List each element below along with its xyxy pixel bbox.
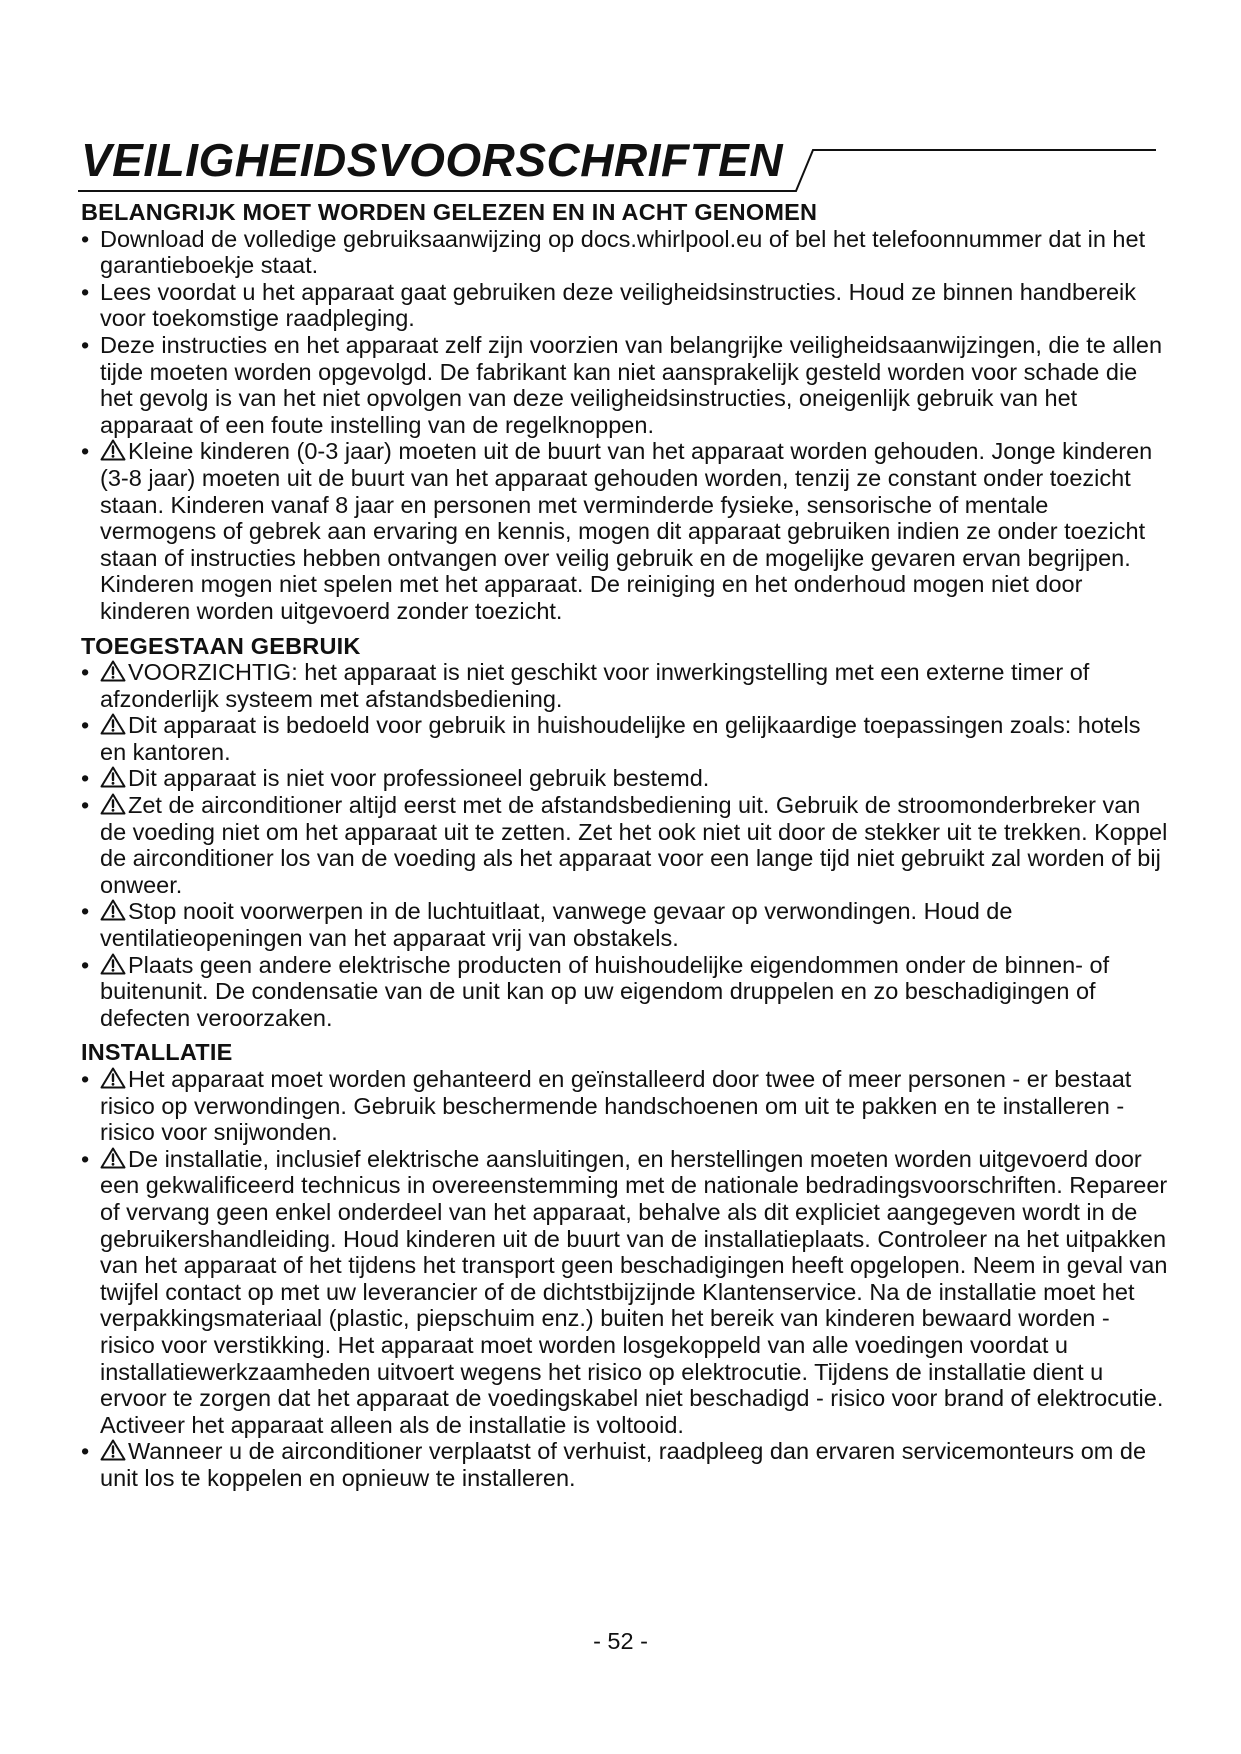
list-item	[81, 792, 1171, 898]
item-text: Kleine kinderen (0-3 jaar) moeten uit de buurt van het apparaat worden gehouden. Jonge kinderen (3-8 jaar) moeten uit de buurt van het apparaat gehouden worden, tenzij ze constant onder toezicht staan. Kinderen vanaf 8 jaar en personen met verminderde fysieke, sensorische of mentale vermogens of gebrek aan ervaring en kennis, mogen dit apparaat gebruiken indien ze onder toezicht staan of instructies hebben ontvangen over veilig gebruik en de mogelijke gevaren ervan begrijpen. Kinderen mogen niet spelen met het apparaat. De reiniging en het onderhoud mogen niet door kinderen worden uitgevoerd zonder toezicht.	[100, 438, 1153, 624]
list-item	[81, 712, 1171, 765]
bullet-icon: •	[81, 278, 90, 305]
item-text: Download de volledige gebruiksaanwijzing op docs.whirlpool.eu of bel het telefoonnummer dat in het garantieboekje staat.	[100, 225, 1146, 279]
title-underline-rule	[78, 138, 1158, 194]
bullet-icon: •	[81, 1145, 90, 1172]
warning-triangle-icon	[100, 660, 126, 682]
list-item	[81, 659, 1171, 712]
list-item	[81, 898, 1171, 951]
warning-triangle-icon	[100, 1067, 126, 1089]
bullet-icon: •	[81, 712, 90, 739]
item-text: Zet de airconditioner altijd eerst met de afstandsbediening uit. Gebruik de stroomonderbreker van de voeding niet om het apparaat uit te zetten. Zet het ook niet uit door de stekker uit te trekken. Koppel de airconditioner los van de voeding als het apparaat voor een lange tijd niet gebruikt zal worden of bij onweer.	[100, 792, 1168, 898]
list-item	[81, 1066, 1171, 1146]
warning-triangle-icon	[100, 1147, 126, 1169]
page-number: - 52 -	[593, 1628, 648, 1654]
list-item	[81, 952, 1171, 1032]
list-item	[81, 765, 1171, 792]
bullet-icon: •	[81, 331, 90, 358]
item-text: Dit apparaat is bedoeld voor gebruik in huishoudelijke en gelijkaardige toepassingen zoals: hotels en kantoren.	[100, 712, 1141, 765]
bullet-icon: •	[81, 1066, 90, 1092]
bullet-icon: •	[81, 951, 90, 978]
item-text: Wanneer u de airconditioner verplaatst of verhuist, raadpleeg dan ervaren servicemonteurs om de unit los te koppelen en opnieuw te installeren.	[100, 1438, 1147, 1491]
section-list	[81, 226, 1171, 625]
bullet-icon: •	[81, 898, 90, 925]
warning-triangle-icon	[100, 1439, 126, 1461]
bullet-icon: •	[81, 659, 90, 686]
warning-triangle-icon	[100, 766, 126, 788]
item-text: Lees voordat u het apparaat gaat gebruiken deze veiligheidsinstructies. Houd ze binnen handbereik voor toekomstige raadpleging.	[100, 278, 1137, 332]
section-heading: BELANGRIJK MOET WORDEN GELEZEN EN IN ACHT GENOMEN	[81, 199, 818, 225]
bullet-icon: •	[81, 438, 90, 465]
item-text: Dit apparaat is niet voor professioneel gebruik bestemd.	[128, 765, 710, 792]
list-item	[81, 279, 1171, 332]
warning-triangle-icon	[100, 899, 126, 921]
bullet-icon: •	[81, 792, 90, 819]
section-heading: TOEGESTAAN GEBRUIK	[81, 632, 361, 659]
page-title: VEILIGHEIDSVOORSCHRIFTEN	[81, 134, 784, 186]
list-item	[81, 1438, 1171, 1491]
item-text: VOORZICHTIG: het apparaat is niet geschikt voor inwerkingstelling met een externe timer of afzonderlijk systeem met afstandsbediening.	[100, 659, 1090, 712]
item-text: De installatie, inclusief elektrische aansluitingen, en herstellingen moeten worden uitgevoerd door een gekwalificeerd technicus in overeenstemming met de nationale bedradingsvoorschriften. Repareer of vervang geen enkel onderdeel van het apparaat, behalve als dit expliciet aangegeven wordt in de gebruikershandleiding. Houd kinderen uit de buurt van de installatieplaats. Controleer na het uitpakken van het apparaat of het tijdens het transport geen beschadigingen heeft opgelopen. Neem in geval van twijfel contact op met uw leverancier of de dichtstbijzijnde Klantenservice. Na de installatie moet het verpakkingsmateriaal (plastic, piepschuim enz.) buiten het bereik van kinderen bewaard worden - risico voor verstikking. Het apparaat moet worden losgekoppeld van alle voedingen voordat u installatiewerkzaamheden uitvoert wegens het risico op elektrocutie. Tijdens de installatie dient u ervoor te zorgen dat het apparaat de voedingskabel niet beschadigd - risico voor brand of elektrocutie. Activeer het apparaat alleen als de installatie is voltooid.	[100, 1145, 1168, 1438]
section-list	[81, 1066, 1171, 1492]
bullet-icon: •	[81, 225, 90, 252]
item-text: Plaats geen andere elektrische producten of huishoudelijke eigendommen onder de binnen- of buitenunit. De condensatie van de unit kan op uw eigendom druppelen en zo beschadigingen of defecten veroorzaken.	[100, 951, 1110, 1031]
section-list	[81, 659, 1171, 1031]
list-item	[81, 332, 1171, 438]
item-text: Deze instructies en het apparaat zelf zijn voorzien van belangrijke veiligheidsaanwijzingen, die te allen tijde moeten worden opgevolgd. De fabrikant kan niet aansprakelijk gesteld worden voor schade die het gevolg is van het niet opvolgen van deze veiligheidsinstructies, oneigenlijk gebruik van het apparaat of een foute instelling van de regelknoppen.	[100, 331, 1163, 438]
bullet-icon: •	[81, 1438, 90, 1465]
warning-triangle-icon	[100, 793, 126, 815]
list-item	[81, 438, 1171, 624]
warning-triangle-icon	[100, 439, 126, 461]
safety-content	[81, 199, 1171, 1492]
warning-triangle-icon	[100, 713, 126, 735]
item-text: Het apparaat moet worden gehanteerd en geïnstalleerd door twee of meer personen - er bestaat risico op verwondingen. Gebruik beschermende handschoenen om uit te pakken en te installeren - risico voor snijwonden.	[100, 1066, 1132, 1146]
item-text: Stop nooit voorwerpen in de luchtuitlaat, vanwege gevaar op verwondingen. Houd de ventilatieopeningen van het apparaat vrij van obstakels.	[100, 898, 1013, 952]
section-heading: INSTALLATIE	[81, 1039, 233, 1066]
list-item	[81, 1146, 1171, 1439]
bullet-icon: •	[81, 765, 90, 792]
warning-triangle-icon	[100, 953, 126, 975]
list-item	[81, 226, 1171, 279]
